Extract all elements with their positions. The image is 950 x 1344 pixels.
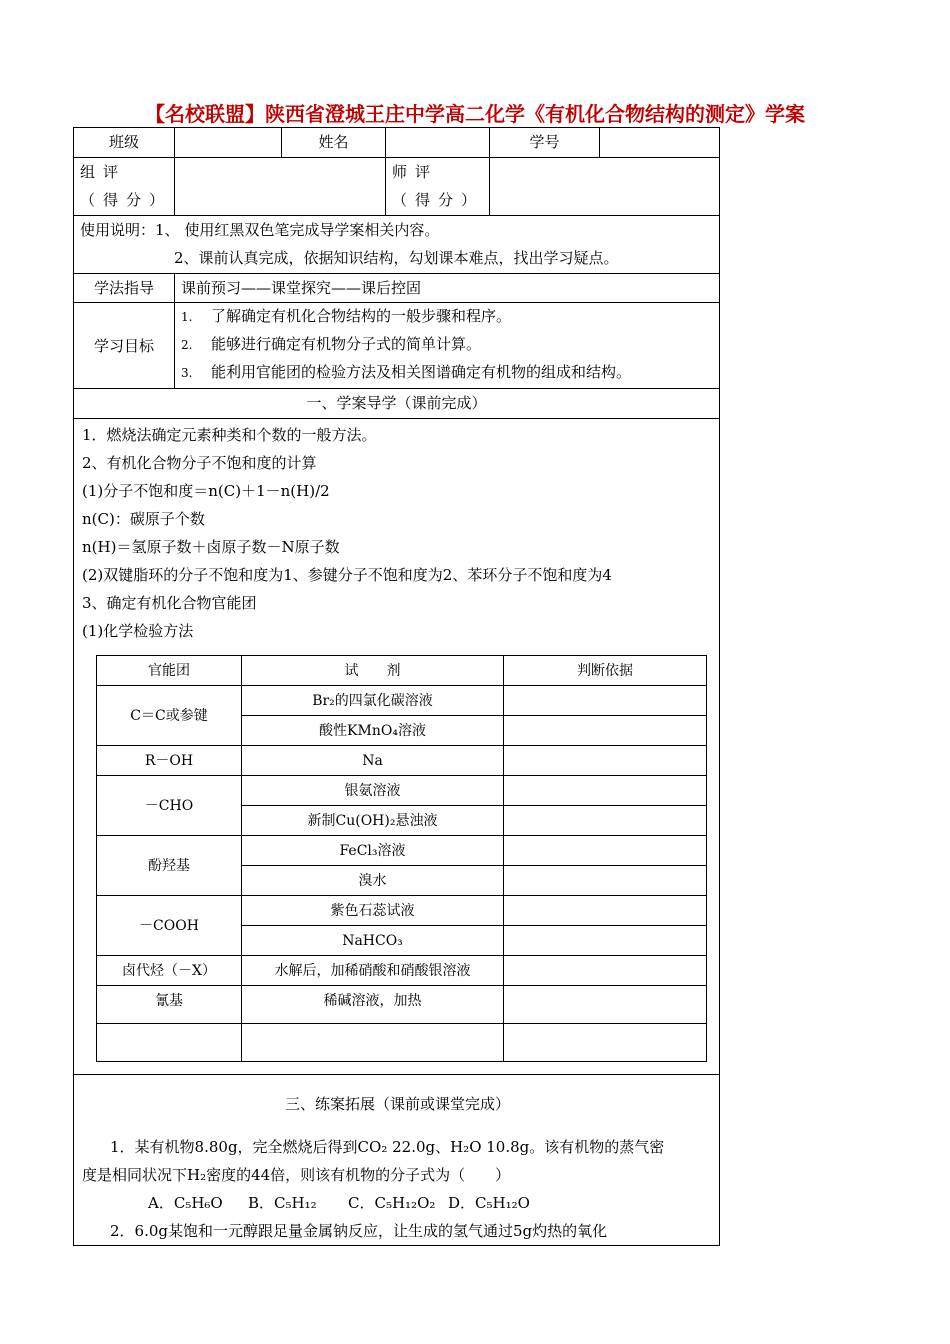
basis-cell[interactable]: [504, 836, 707, 866]
objective-item: 3. 能利用官能团的检验方法及相关图谱确定有机物的组成和结构。: [181, 363, 632, 381]
question-2-line-1: 2．6.0g某饱和一元醇跟足量金属钠反应，让生成的氢气通过5g灼热的氧化: [110, 1222, 608, 1240]
option-a[interactable]: A．C₅H₆O: [148, 1194, 223, 1212]
reagent-cell: 稀碱溶液，加热: [242, 986, 504, 1024]
reagent-cell: 新制Cu(OH)₂悬浊液: [242, 806, 504, 836]
class-label: 班级: [74, 128, 175, 158]
practice-section: [74, 1075, 720, 1246]
functional-group-table: [96, 655, 707, 1062]
reagent-cell: 银氨溶液: [242, 776, 504, 806]
worksheet-table: [73, 127, 720, 1246]
basis-cell[interactable]: [504, 926, 707, 956]
usage-label: 使用说明：: [80, 221, 156, 239]
reagent-cell: 溴水: [242, 866, 504, 896]
col-header-basis: 判断依据: [504, 656, 707, 686]
basis-cell[interactable]: [504, 866, 707, 896]
group-eval-field[interactable]: [175, 158, 386, 216]
usage-item-2: 2、课前认真完成，依据知识结构，勾划课本难点，找出学习疑点。: [174, 249, 619, 267]
number-label: 学号: [490, 128, 600, 158]
col-header-group: 官能团: [97, 656, 242, 686]
basis-cell[interactable]: [504, 896, 707, 926]
objectives-list: [175, 303, 720, 389]
objective-item: 2. 能够进行确定有机物分子式的简单计算。: [181, 335, 482, 353]
basis-cell[interactable]: [504, 806, 707, 836]
section-3-heading: 三、练案拓展（课前或课堂完成）: [284, 1095, 510, 1113]
question-1-line-1: 1．某有机物8.80g，完全燃烧后得到CO₂ 22.0g、H₂O 10.8g。该有机物的蒸气密: [110, 1138, 665, 1156]
question-1-options: [82, 1189, 713, 1217]
reagent-cell: 紫色石蕊试液: [242, 896, 504, 926]
section-1-heading: 一、学案导学（课前完成）: [74, 389, 720, 419]
basis-cell[interactable]: [504, 956, 707, 986]
basis-cell[interactable]: [504, 686, 707, 716]
content-line: 3、确定有机化合物官能团: [82, 594, 257, 612]
group-cell: 氰基: [97, 986, 242, 1024]
reagent-cell: NaHCO₃: [242, 926, 504, 956]
basis-cell[interactable]: [504, 776, 707, 806]
content-line: 2、有机化合物分子不饱和度的计算: [82, 454, 317, 472]
class-field[interactable]: [175, 128, 282, 158]
group-cell: 酚羟基: [97, 836, 242, 896]
basis-cell[interactable]: [504, 1024, 707, 1062]
option-d[interactable]: D．C₅H₁₂O: [448, 1194, 530, 1212]
option-c[interactable]: C．C₅H₁₂O₂: [348, 1194, 436, 1212]
col-header-reagent: 试 剂: [242, 656, 504, 686]
group-cell: R－OH: [97, 746, 242, 776]
basis-cell[interactable]: [504, 716, 707, 746]
usage-item-1: 1、 使用红黑双色笔完成导学案相关内容。: [155, 221, 440, 239]
group-cell: [97, 1024, 242, 1062]
number-field[interactable]: [600, 128, 720, 158]
objective-item: 1. 了解确定有机化合物结构的一般步骤和程序。: [181, 307, 512, 325]
content-line: n(H)＝氢原子数＋卤原子数－N原子数: [82, 538, 340, 556]
usage-instructions: [74, 216, 720, 274]
method-value: 课前预习——课堂探究——课后控固: [175, 274, 720, 303]
method-label: 学法指导: [74, 274, 175, 303]
option-b[interactable]: B．C₅H₁₂: [248, 1194, 317, 1212]
content-line: (1)化学检验方法: [82, 622, 194, 640]
basis-cell[interactable]: [504, 986, 707, 1024]
group-cell: －COOH: [97, 896, 242, 956]
teacher-eval-label: 师评（得分）: [386, 158, 490, 216]
reagent-cell: FeCl₃溶液: [242, 836, 504, 866]
objectives-label: 学习目标: [74, 303, 175, 389]
reagent-cell: Br₂的四氯化碳溶液: [242, 686, 504, 716]
page-title: 【名校联盟】陕西省澄城王庄中学高二化学《有机化合物结构的测定》学案: [145, 102, 805, 126]
reagent-cell: [242, 1024, 504, 1062]
group-cell: C＝C或参键: [97, 686, 242, 746]
reagent-cell: 水解后，加稀硝酸和硝酸银溶液: [242, 956, 504, 986]
group-eval-label: 组评（得分）: [74, 158, 175, 216]
basis-cell[interactable]: [504, 746, 707, 776]
question-1-line-2: 度是相同状况下H₂密度的44倍，则该有机物的分子式为（ ）: [82, 1166, 511, 1184]
name-label: 姓名: [282, 128, 386, 158]
study-content: [74, 419, 720, 1075]
content-line: (1)分子不饱和度＝n(C)＋1－n(H)/2: [82, 482, 330, 500]
teacher-eval-field[interactable]: [490, 158, 720, 216]
name-field[interactable]: [386, 128, 490, 158]
content-line: n(C)：碳原子个数: [82, 510, 205, 528]
group-cell: －CHO: [97, 776, 242, 836]
content-line: (2)双键脂环的分子不饱和度为1、参键分子不饱和度为2、苯环分子不饱和度为4: [82, 566, 612, 584]
reagent-cell: 酸性KMnO₄溶液: [242, 716, 504, 746]
group-cell: 卤代烃（－X）: [97, 956, 242, 986]
content-line: 1．燃烧法确定元素种类和个数的一般方法。: [82, 426, 377, 444]
reagent-cell: Na: [242, 746, 504, 776]
